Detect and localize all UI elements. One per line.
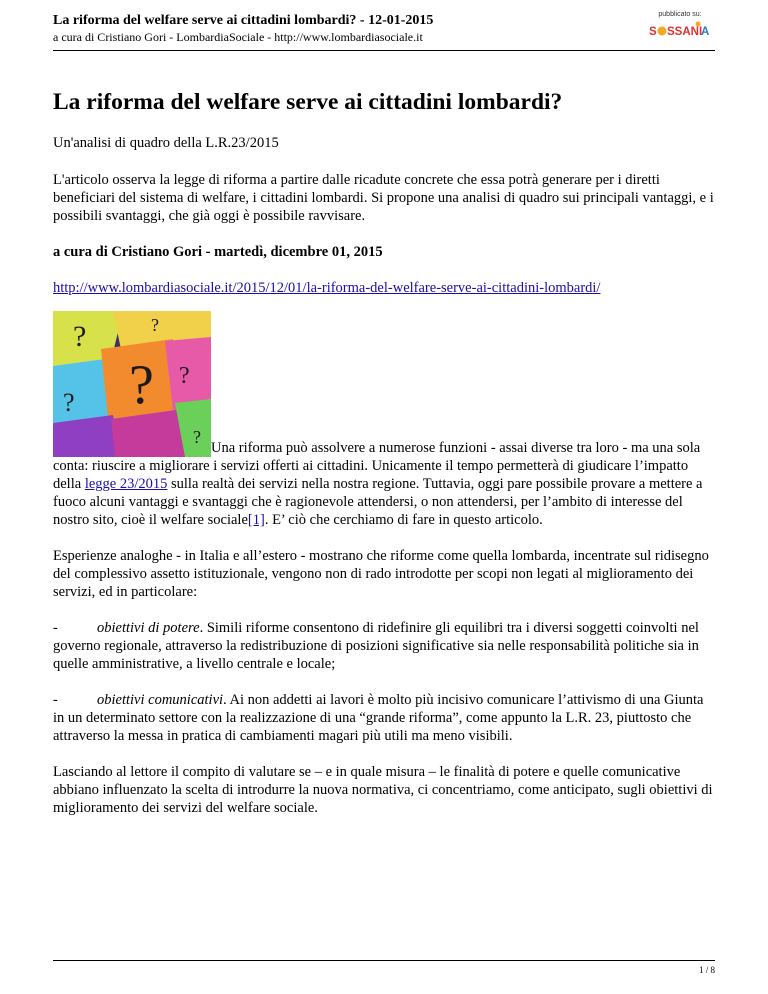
bullet-dash: - <box>53 620 58 636</box>
law-link[interactable]: legge 23/2015 <box>84 476 168 492</box>
svg-text:SSANI: SSANI <box>667 26 703 38</box>
svg-text:A: A <box>701 26 710 38</box>
paragraph-3: Lasciando al lettore il compito di valutare se – e in quale misura – le finalità di potere e quelle comunicative abbiano influenzato la scelta di introdurre la nuova normativa, ci concentriamo, come anticipato, sugli obiettivi di miglioramento dei servizi del welfare sociale. <box>53 764 713 816</box>
bullet-communication-goals <box>53 691 715 745</box>
header-subtitle: a cura di Cristiano Gori - LombardiaSociale - http://www.lombardiasociale.it <box>53 30 423 44</box>
article-url-link[interactable]: http://www.lombardiasociale.it/2015/12/01/la-riforma-del-welfare-serve-ai-cittadini-lombardi/ <box>53 280 601 296</box>
header-divider <box>53 50 715 51</box>
bullet-power-goals <box>53 619 715 673</box>
svg-text:?: ? <box>63 388 75 417</box>
article-figure-block <box>53 311 715 529</box>
logo-mark <box>646 18 714 42</box>
paragraph-2: Esperienze analoghe - in Italia e all’estero - mostrano che riforme come quella lombarda, incentrate sul ridisegno del complessivo assetto istituzionale, vengono non di rado introdotte per scopi non legati al miglioramento dei servizi, ed in particolare: <box>53 548 709 600</box>
svg-text:?: ? <box>193 427 201 447</box>
svg-text:?: ? <box>151 315 159 335</box>
svg-text:?: ? <box>73 320 87 353</box>
bullet-power-goals-label: obiettivi di potere <box>97 620 200 636</box>
svg-text:?: ? <box>129 354 154 416</box>
page-header <box>53 12 715 45</box>
footnote-ref-link[interactable]: [1] <box>247 512 265 528</box>
article-intro: L'articolo osserva la legge di riforma a partire dalle ricadute concrete che essa potrà generare per i diretti beneficiari del sistema di welfare, i cittadini lombardi. Si propone una analisi di quadro sui principali vantaggi, e i possibili svantaggi, che già oggi è possibile ravvisare. <box>53 172 714 224</box>
svg-text:?: ? <box>179 363 190 389</box>
bullet-dash: - <box>53 692 58 708</box>
logo-caption: pubblicato su: <box>658 11 702 18</box>
bullet-communication-goals-text: . Ai non addetti ai lavori è molto più incisivo comunicare l’attivismo di una Giunta in un determinato settore con la realizzazione di una “grande riforma”, come appunto la L.R. 23, piuttosto che attraverso la messa in pratica di cambiamenti magari più utili ma meno visibili. <box>53 692 704 744</box>
question-marks-photo <box>53 311 211 457</box>
footer-divider <box>53 960 715 961</box>
svg-text:S: S <box>649 26 657 38</box>
bullet-communication-goals-label: obiettivi comunicativi <box>97 692 224 708</box>
page-number: 1 / 8 <box>698 965 715 975</box>
article-byline: a cura di Cristiano Gori - martedì, dicembre 01, 2015 <box>53 244 383 260</box>
paragraph-1-text-a: Una riforma può assolvere a numerose funzioni - assai diverse tra loro - ma una sola conta: riuscire a migliorare i servizi offerti ai cittadini. Unicamente il tempo permetterà di giudicare l’impatto della <box>53 440 701 492</box>
article-subtitle: Un'analisi di quadro della L.R.23/2015 <box>53 135 279 151</box>
article-title: La riforma del welfare serve ai cittadini lombardi? <box>53 89 563 115</box>
sossanita-logo[interactable] <box>646 11 714 45</box>
paragraph-1-text-b: sulla realtà dei servizi nella nostra regione. Tuttavia, oggi pare possibile provare a mettere a fuoco alcuni vantaggi e svantaggi che è ragionevole attendersi, o non attendersi, per l’ambito di interesse del nostro sito, cioè il welfare sociale <box>53 476 703 528</box>
header-title: La riforma del welfare serve ai cittadini lombardi? - 12-01-2015 <box>53 13 434 28</box>
article <box>53 88 715 817</box>
paragraph-1-text-c: . E’ ciò che cerchiamo di fare in questo articolo. <box>264 512 543 528</box>
bullet-power-goals-text: . Simili riforme consentono di ridefinire gli equilibri tra i diversi soggetti coinvolti nel governo regionale, attraverso la redistribuzione di posizioni significative sia nelle responsabilità politiche sia in quelle amministrative, a livello centrale e locale; <box>53 620 699 672</box>
